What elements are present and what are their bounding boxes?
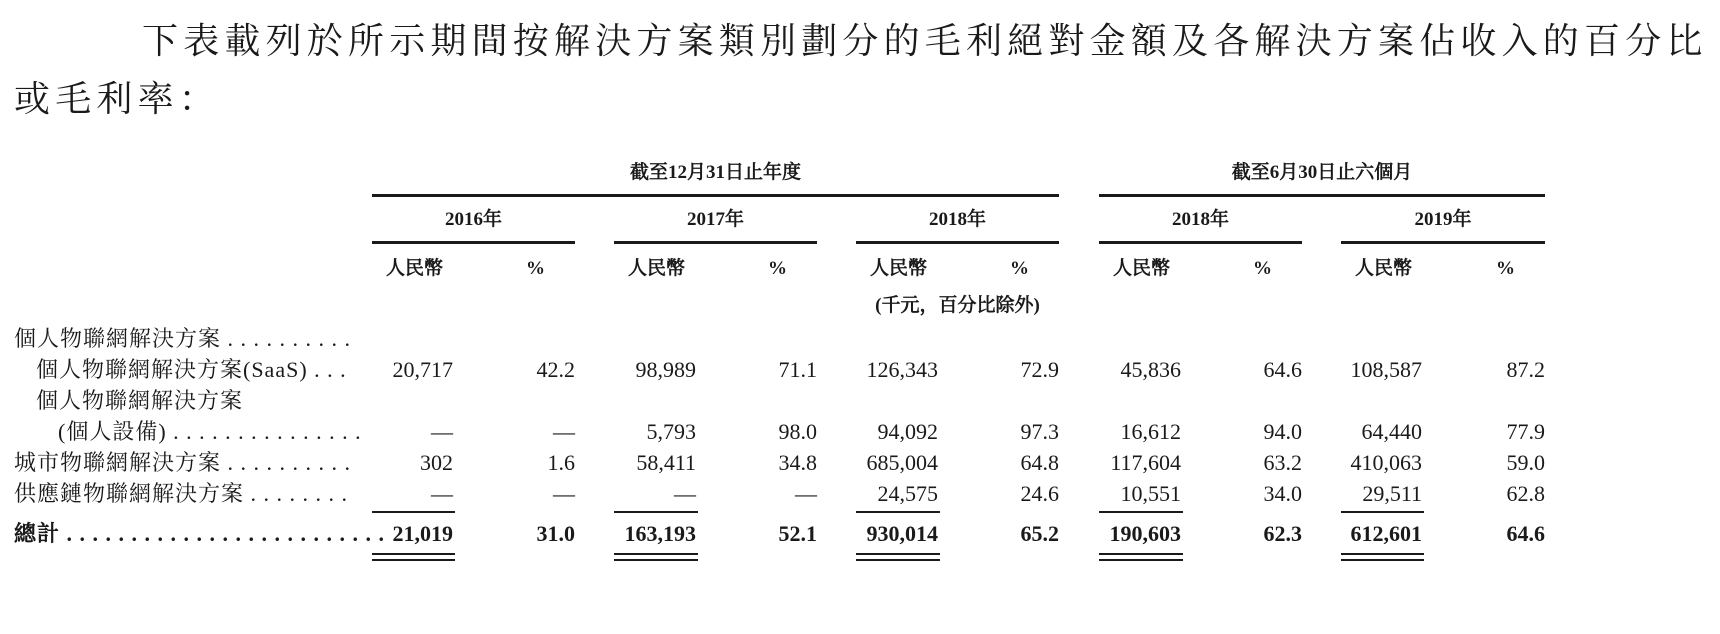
table-cell: 24.6 (1020, 481, 1059, 506)
row-label: 供應鏈物聯網解決方案 . . . . . . . . (14, 481, 349, 506)
year-rule (856, 241, 1059, 244)
subtotal-rule (1099, 511, 1183, 513)
table-cell: 29,511 (1362, 481, 1422, 506)
table-cell: 64,440 (1361, 419, 1422, 444)
total-double-rule-bottom (1341, 559, 1424, 561)
table-cell: 20,717 (392, 357, 453, 382)
row-label: (個人設備) . . . . . . . . . . . . . . . (58, 419, 362, 444)
pct-header: % (1253, 258, 1272, 279)
total-double-rule-bottom (614, 559, 698, 561)
year-rule (1099, 241, 1302, 244)
year-header: 2019年 (1414, 209, 1472, 230)
rmb-header: 人民幣 (1355, 258, 1413, 279)
table-cell: 34.8 (778, 450, 817, 475)
table-cell: 685,004 (866, 450, 938, 475)
pct-header: % (768, 258, 787, 279)
table-cell: 34.0 (1263, 481, 1302, 506)
subtotal-rule (614, 511, 698, 513)
table-cell: 59.0 (1506, 450, 1545, 475)
table-cell: 62.8 (1506, 481, 1545, 506)
table-cell: 64.6 (1263, 357, 1302, 382)
year-header: 2016年 (444, 209, 502, 230)
table-cell: 65.2 (1020, 521, 1059, 546)
table-cell: 64.6 (1506, 521, 1545, 546)
table-cell: 302 (420, 450, 453, 475)
year-header: 2017年 (686, 209, 744, 230)
table-cell: 612,601 (1350, 521, 1422, 546)
table-cell: 930,014 (866, 521, 938, 546)
table-cell: 45,836 (1120, 357, 1181, 382)
table-cell: 62.3 (1263, 521, 1302, 546)
rmb-header: 人民幣 (870, 258, 928, 279)
table-cell: 16,612 (1120, 419, 1181, 444)
table-cell: 126,343 (866, 357, 938, 382)
table-cell: 42.2 (536, 357, 575, 382)
year-header: 2018年 (1171, 209, 1229, 230)
table-cell: 58,411 (636, 450, 696, 475)
table-cell: 108,587 (1350, 357, 1422, 382)
table-cell: 94.0 (1263, 419, 1302, 444)
pct-header: % (526, 258, 545, 279)
table-cell: 98.0 (778, 419, 817, 444)
table-cell: 97.3 (1020, 419, 1059, 444)
total-double-rule-top (1341, 553, 1424, 555)
table-cell: 64.8 (1020, 450, 1059, 475)
subtotal-rule (856, 511, 940, 513)
table-cell: — (431, 481, 453, 506)
table-cell: 72.9 (1020, 357, 1059, 382)
table-cell: 190,603 (1109, 521, 1181, 546)
unit-note: (千元，百分比除外) (875, 295, 1040, 316)
table-cell: 24,575 (877, 481, 938, 506)
subtotal-rule (1341, 511, 1424, 513)
rmb-header: 人民幣 (628, 258, 686, 279)
row-label: 個人物聯網解決方案(SaaS) . . . (36, 357, 347, 382)
row-label: 個人物聯網解決方案 (36, 388, 244, 413)
year-rule (614, 241, 817, 244)
table-cell: — (674, 481, 696, 506)
group-header-year: 截至12月31日止年度 (629, 162, 801, 183)
row-label: 個人物聯網解決方案 . . . . . . . . . . (14, 326, 352, 351)
table-cell: 1.6 (547, 450, 575, 475)
table-cell: 117,604 (1110, 450, 1181, 475)
rmb-header: 人民幣 (386, 258, 444, 279)
table-cell: 77.9 (1506, 419, 1545, 444)
intro-paragraph: 下表載列於所示期間按解決方案類別劃分的毛利絕對金額及各解決方案佔收入的百分比或毛利率： (14, 21, 1708, 119)
group-rule-half (1099, 194, 1545, 197)
pct-header: % (1496, 258, 1515, 279)
table-cell: — (795, 481, 817, 506)
row-label: 城市物聯網解決方案 . . . . . . . . . . (14, 450, 352, 475)
table-cell: 31.0 (536, 521, 575, 546)
table-cell: — (431, 419, 453, 444)
total-double-rule-top (1099, 553, 1183, 555)
table-cell: 10,551 (1120, 481, 1181, 506)
total-double-rule-top (372, 553, 455, 555)
total-double-rule-bottom (856, 559, 940, 561)
table-cell: 410,063 (1350, 450, 1422, 475)
group-header-half: 截至6月30日止六個月 (1231, 162, 1413, 183)
table-cell: 87.2 (1506, 357, 1545, 382)
table-cell: 71.1 (778, 357, 817, 382)
table-cell: 94,092 (877, 419, 938, 444)
table-cell: 52.1 (778, 521, 817, 546)
table-cell: 163,193 (624, 521, 696, 546)
total-double-rule-top (856, 553, 940, 555)
table-cell: 21,019 (392, 521, 453, 546)
table-cell: 63.2 (1263, 450, 1302, 475)
subtotal-rule (372, 511, 455, 513)
total-double-rule-bottom (1099, 559, 1183, 561)
pct-header: % (1010, 258, 1029, 279)
table-cell: 5,793 (646, 419, 696, 444)
table-cell: — (553, 481, 575, 506)
table-cell: — (553, 419, 575, 444)
rmb-header: 人民幣 (1113, 258, 1171, 279)
year-header: 2018年 (928, 209, 986, 230)
total-double-rule-top (614, 553, 698, 555)
table-cell: 98,989 (635, 357, 696, 382)
year-rule (1341, 241, 1545, 244)
year-rule (372, 241, 575, 244)
row-label: 總計 . . . . . . . . . . . . . . . . . . . . . . . . . (14, 521, 386, 546)
total-double-rule-bottom (372, 559, 455, 561)
group-rule-year (372, 194, 1059, 197)
